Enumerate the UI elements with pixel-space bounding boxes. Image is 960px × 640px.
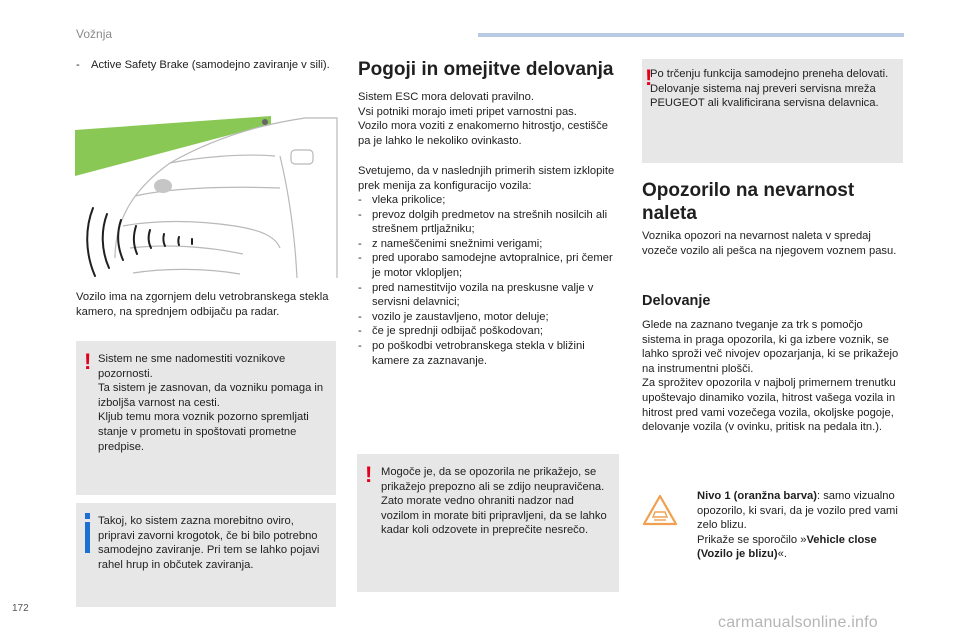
list-item: - vozilo je zaustavljeno, motor deluje; bbox=[358, 310, 549, 323]
collision-alert-intro: Voznika opozori na nevarnost naleta v spredaj vozeče vozilo ali pešca na njegovem voznem pasu. bbox=[642, 230, 897, 257]
camera-beam bbox=[75, 116, 271, 176]
level1-label: Nivo 1 (oranžna barva) bbox=[697, 490, 817, 502]
list-item: - z nameščenimi snežnimi verigami; bbox=[358, 237, 543, 250]
camera-marker bbox=[262, 119, 268, 125]
radar-waves-icon bbox=[87, 208, 192, 276]
warning-box-attention bbox=[76, 341, 336, 495]
warning-icon: ! bbox=[645, 65, 653, 90]
section-title: Vožnja bbox=[76, 27, 113, 41]
warning-icon: ! bbox=[84, 349, 92, 374]
collision-alert-title: Opozorilo na nevarnost naleta bbox=[642, 180, 855, 224]
warning-icon: ! bbox=[365, 462, 373, 487]
disable-cases-list bbox=[358, 193, 620, 368]
warning-text: Mogoče je, da se opozorila ne prikažejo, se prikažejo prepozno ali se zdijo neupravičena. Zato morate vedno ohraniti nadzor nad vozilom in morate biti pripravljeni, da se lahko kadar koli odzovete in preprečite nesrečo. bbox=[381, 466, 607, 537]
warning-box-collision bbox=[642, 59, 903, 163]
warning-text: Sistem ne sme nadomestiti voznikove pozornosti. Ta sistem je zasnovan, da vozniku pomaga in izboljša varnost na cesti. Kljub temu mora voznik pozorno spremljati stanje v prometu in spoštovati prometne predpise. bbox=[98, 353, 324, 453]
conditions-title: Pogoji in omejitve delovanja bbox=[358, 59, 614, 80]
camera-radar-text: Vozilo ima na zgornjem delu vetrobranskega stekla kamero, na sprednjem odbijaču pa radar. bbox=[76, 291, 329, 318]
level1-message-suffix: «. bbox=[777, 548, 787, 561]
operation-text: Glede na zaznano tveganje za trk s pomočjo sistema in praga opozorila, ki ga izbere voznik, se lahko sproži več nivojev opozarjanja, ki se prikažejo na instrumentni plošči. Za sprožitev opozorila v najbolj primernem trenutku upoštevajo dinamiko vozila, hitrost vašega vozila in hitrost pred vami vozečega vozila, okoljske pogoje, delovanje vozila (v ovinku, pritisk na pedala itn.). bbox=[642, 319, 899, 434]
warning-box-alerts bbox=[357, 454, 619, 592]
list-item: - prevoz dolgih predmetov na strešnih nosilcih ali strešnem prtljažniku; bbox=[358, 208, 608, 236]
list-item: - pred uporabo samodejne avtopralnice, pri čemer je motor vklopljen; bbox=[358, 252, 613, 279]
level1-description bbox=[697, 489, 907, 562]
list-item: - vleka prikolice; bbox=[358, 194, 446, 206]
conditions-para: Sistem ESC mora delovati pravilno. Vsi potniki morajo imeti pripet varnostni pas. Vozilo mora voziti z enakomerno hitrostjo, cestišče pa je lahko le nekoliko ovinkasto. bbox=[358, 91, 608, 147]
info-text: Takoj, ko sistem zazna morebitno oviro, pripravi zavorni krogotok, če bi bilo potrebno samodejno zaviranje. Pri tem se lahko pojavi rahel hrup in občutek zaviranja. bbox=[98, 515, 320, 571]
watermark: carmanualsonline.info bbox=[718, 614, 878, 631]
level1-text: : samo vizualno opozorilo, ki svari, da je vozilo pred vami zelo blizu. bbox=[697, 490, 898, 532]
operation-subtitle: Delovanje bbox=[642, 293, 711, 309]
info-box-brake-prep bbox=[76, 503, 336, 607]
intro-text: Active Safety Brake (samodejno zaviranje v sili). bbox=[91, 59, 330, 71]
header-bar bbox=[478, 33, 904, 37]
level1-message: Vehicle close (Vozilo je blizu) bbox=[697, 533, 877, 561]
page-number: 172 bbox=[12, 603, 29, 614]
list-item: - pred namestitvijo vozila na preskusne valje v servisni delavnici; bbox=[358, 281, 594, 309]
warning-text: Po trčenju funkcija samodejno preneha delovati. Delovanje sistema naj preveri servisna mreža PEUGEOT ali kvalificirana servisna delavnica. bbox=[650, 68, 889, 110]
intro-dash: - bbox=[76, 59, 80, 71]
level1-message-prefix: Prikaže se sporočilo » bbox=[697, 533, 807, 546]
list-item: - po poškodbi vetrobranskega stekla v bližini kamere za zaznavanje. bbox=[358, 339, 585, 367]
disable-advice: Svetujemo, da v naslednjih primerih sistem izklopite prek menija za konfiguracijo vozila: bbox=[358, 165, 615, 192]
car-camera-radar-illustration bbox=[75, 108, 345, 278]
list-item: - če je sprednji odbijač poškodovan; bbox=[358, 325, 544, 338]
collision-alert-icon bbox=[642, 494, 678, 526]
info-icon bbox=[85, 513, 90, 557]
brand-logo-shape bbox=[154, 179, 172, 193]
